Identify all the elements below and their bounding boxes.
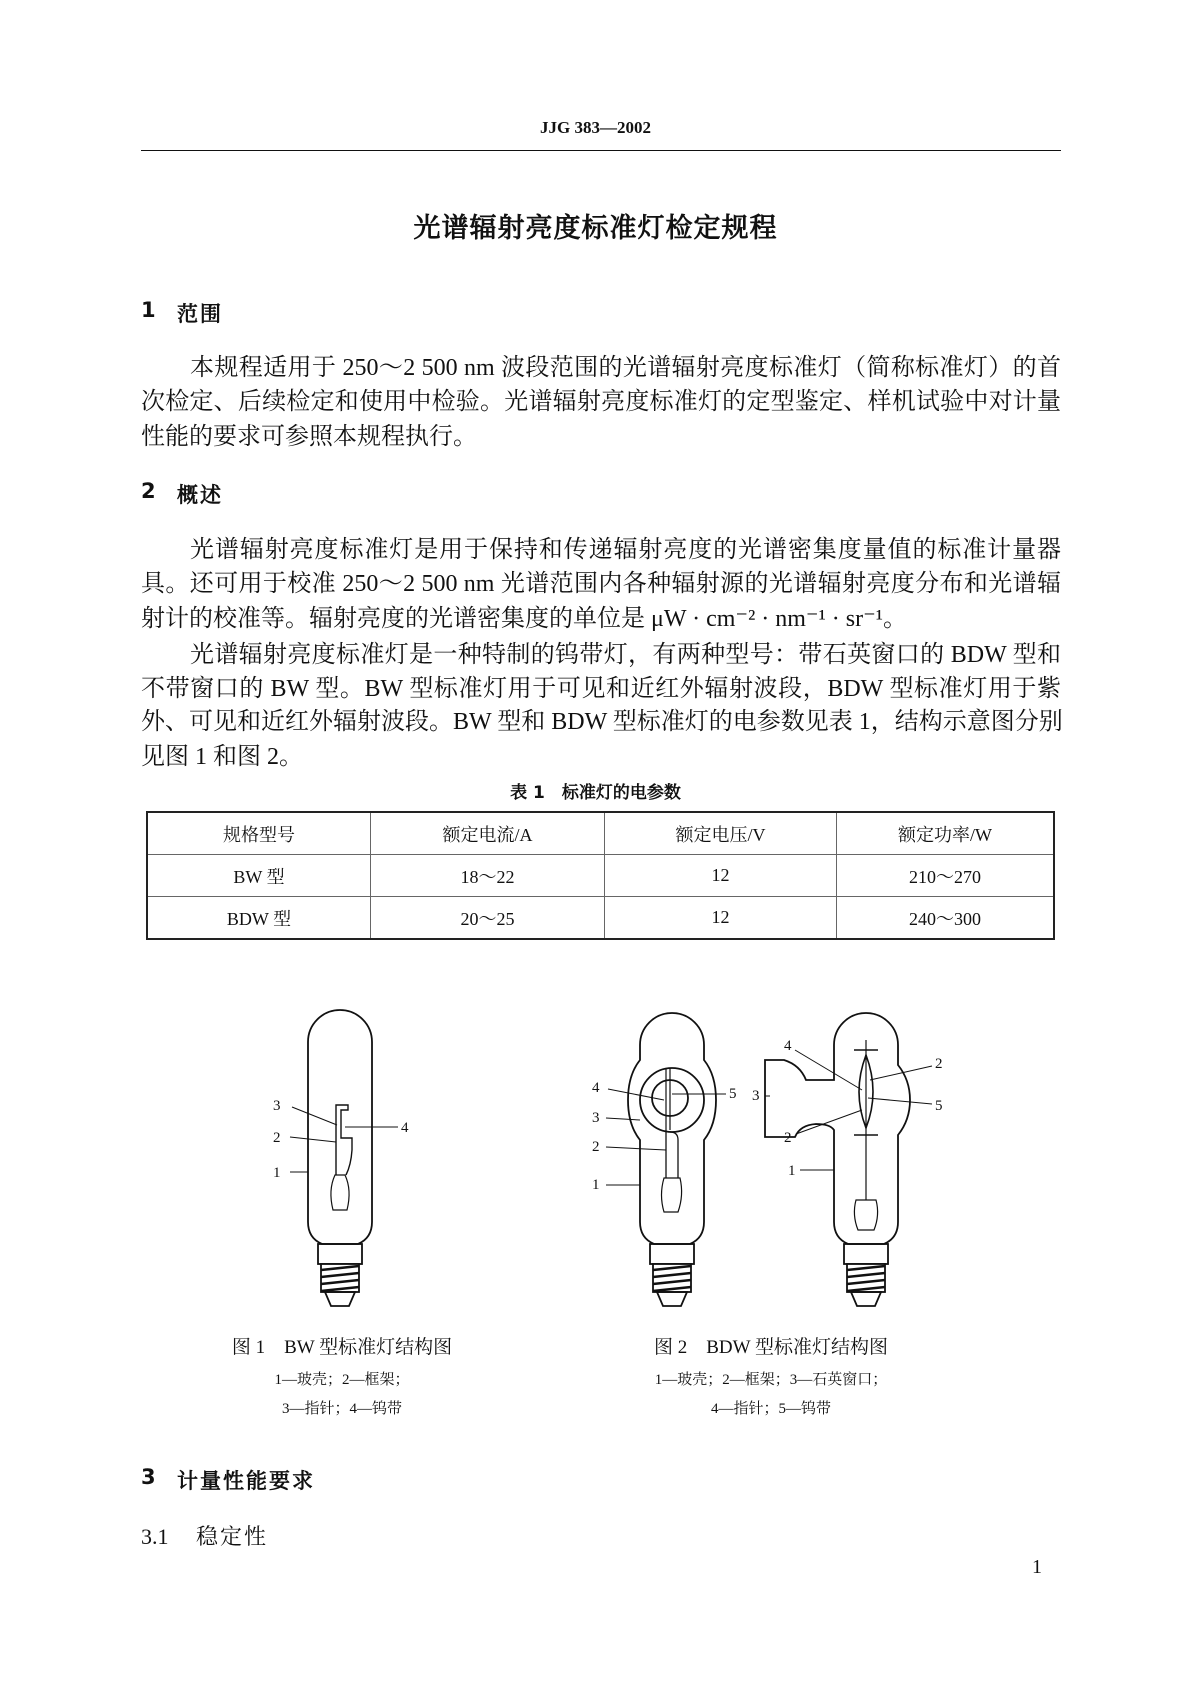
table-header-cell: 额定功率/W xyxy=(837,812,1055,855)
table-row xyxy=(147,855,1054,897)
figure-legend-line: 1—玻壳；2—框架；3—石英窗口； xyxy=(654,1372,888,1388)
figure-label: 4 xyxy=(401,1120,409,1136)
paragraph-line: 性能的要求可参照本规程执行。 xyxy=(141,424,477,450)
table-cell: 20～25 xyxy=(371,897,605,940)
table-cell: 18～22 xyxy=(371,855,605,897)
figure-title: 图 2 BDW 型标准灯结构图 xyxy=(654,1337,888,1358)
figure-legend-line: 3—指针；4—钨带 xyxy=(281,1401,402,1417)
figure-label: 1 xyxy=(592,1177,600,1193)
figure-label: 1 xyxy=(273,1165,281,1181)
figure-label: 3 xyxy=(752,1088,760,1104)
figure-label: 4 xyxy=(784,1038,792,1054)
section-title: 范围 xyxy=(177,302,223,326)
paragraph-line: 外、可见和近红外辐射波段。BW 型和 BDW 型标准灯的电参数见表 1，结构示意图分别 xyxy=(141,709,1063,735)
figure-legend-line: 1—玻壳；2—框架； xyxy=(274,1372,410,1388)
paragraph-line: 射计的校准等。辐射亮度的光谱密集度的单位是 μW · cm⁻² · nm⁻¹ · sr⁻¹。 xyxy=(141,606,907,632)
bdw-lamp-front-drawing xyxy=(592,1013,737,1306)
table-cell: 240～300 xyxy=(837,897,1055,940)
figure-1-caption xyxy=(192,1330,492,1424)
document-code-header: JJG 383—2002 xyxy=(540,118,651,137)
section-title: 概述 xyxy=(177,483,223,507)
figure-label: 2 xyxy=(273,1130,281,1146)
table-header-cell: 额定电流/A xyxy=(371,812,605,855)
bw-lamp-drawing xyxy=(273,1010,409,1306)
subsection-3-1-heading xyxy=(141,1520,268,1551)
figure-label: 2 xyxy=(784,1130,792,1146)
table-header-row xyxy=(147,812,1054,855)
paragraph-line: 见图 1 和图 2。 xyxy=(141,744,303,770)
table-caption: 表 1 标准灯的电参数 xyxy=(510,783,681,803)
page-title: 光谱辐射亮度标准灯检定规程 xyxy=(413,213,778,244)
figure-label: 5 xyxy=(935,1098,943,1114)
table-header-cell: 额定电压/V xyxy=(605,812,837,855)
paragraph-line: 次检定、后续检定和使用中检验。光谱辐射亮度标准灯的定型鉴定、样机试验中对计量 xyxy=(141,389,1061,415)
figure-label: 2 xyxy=(935,1056,943,1072)
table-row xyxy=(147,897,1054,940)
lamp-structure-figures xyxy=(200,990,1000,1320)
section-number: 2 xyxy=(141,479,156,503)
paragraph-line: 光谱辐射亮度标准灯是用于保持和传递辐射亮度的光谱密集度量值的标准计量器 xyxy=(190,537,1061,563)
figure-label: 2 xyxy=(592,1139,600,1155)
figure-title: 图 1 BW 型标准灯结构图 xyxy=(231,1337,453,1358)
figure-label: 3 xyxy=(592,1110,600,1126)
page-number: 1 xyxy=(1032,1556,1042,1578)
header-divider xyxy=(141,150,1061,151)
section-title: 计量性能要求 xyxy=(177,1469,315,1493)
table-cell: 12 xyxy=(605,855,837,897)
section-number: 1 xyxy=(141,298,156,322)
paragraph-line: 不带窗口的 BW 型。BW 型标准灯用于可见和近红外辐射波段，BDW 型标准灯用于紫 xyxy=(141,676,1061,702)
figure-label: 5 xyxy=(729,1086,737,1102)
table-cell: BDW 型 xyxy=(147,897,371,940)
table-cell: 210～270 xyxy=(837,855,1055,897)
table-header-cell: 规格型号 xyxy=(147,812,371,855)
paragraph-line: 本规程适用于 250～2 500 nm 波段范围的光谱辐射亮度标准灯（简称标准灯）的首 xyxy=(190,355,1061,381)
figure-legend-line: 4—指针；5—钨带 xyxy=(710,1401,831,1417)
figure-label: 1 xyxy=(788,1163,796,1179)
subsection-number: 3.1 xyxy=(141,1524,169,1549)
subsection-title: 稳定性 xyxy=(196,1524,269,1549)
table-cell: 12 xyxy=(605,897,837,940)
paragraph-line: 光谱辐射亮度标准灯是一种特制的钨带灯，有两种型号：带石英窗口的 BDW 型和 xyxy=(190,642,1061,668)
electrical-parameters-table xyxy=(146,811,1055,940)
figure-2-caption xyxy=(611,1330,931,1424)
figure-label: 3 xyxy=(273,1098,281,1114)
section-number: 3 xyxy=(141,1465,156,1489)
bdw-lamp-side-drawing xyxy=(752,1013,943,1306)
paragraph-line: 具。还可用于校准 250～2 500 nm 光谱范围内各种辐射源的光谱辐射亮度分布和光谱辐 xyxy=(141,571,1061,597)
table-cell: BW 型 xyxy=(147,855,371,897)
figure-label: 4 xyxy=(592,1080,600,1096)
